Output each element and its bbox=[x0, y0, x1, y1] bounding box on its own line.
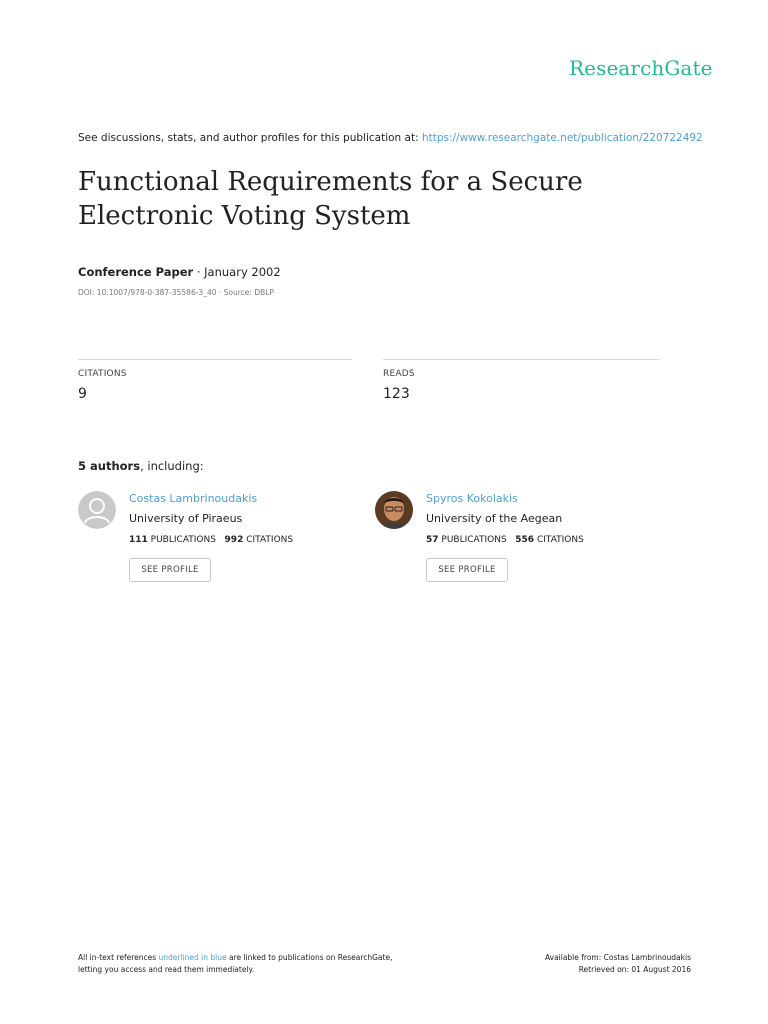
authors-heading bbox=[78, 459, 204, 473]
reads-count: 123 bbox=[383, 386, 410, 402]
author-2-see-profile-button[interactable]: SEE PROFILE bbox=[426, 558, 508, 582]
author-1-name-link[interactable]: Costas Lambrinoudakis bbox=[129, 492, 258, 505]
author-1-avatar[interactable] bbox=[78, 491, 116, 529]
citations-count: 9 bbox=[78, 386, 87, 402]
author-2-stats bbox=[426, 535, 584, 545]
default-user-icon bbox=[78, 491, 116, 529]
author-2-institution: University of the Aegean bbox=[426, 512, 563, 525]
title-line-2: Electronic Voting System bbox=[78, 201, 411, 231]
author-2-publications-label: PUBLICATIONS bbox=[441, 535, 507, 545]
footer-left-suffix: are linked to publications on ResearchGate, bbox=[226, 953, 393, 962]
publication-meta bbox=[78, 265, 281, 279]
footer-right bbox=[545, 952, 691, 976]
title-line-1: Functional Requirements for a Secure bbox=[78, 167, 583, 197]
paper-title bbox=[78, 165, 698, 233]
reads-divider bbox=[383, 359, 660, 360]
publication-type: Conference Paper bbox=[78, 265, 194, 279]
publication-date: · January 2002 bbox=[193, 265, 281, 279]
retrieved-on: Retrieved on: 01 August 2016 bbox=[578, 965, 691, 974]
available-from: Available from: Costas Lambrinoudakis bbox=[544, 953, 691, 962]
discussion-prefix: See discussions, stats, and author profiles for this publication at: bbox=[78, 132, 422, 144]
author-1-citations-label: CITATIONS bbox=[246, 535, 294, 545]
author-2-citations-count: 556 bbox=[515, 535, 535, 545]
reads-label: READS bbox=[383, 369, 415, 379]
footer-left-prefix: All in-text references bbox=[78, 953, 159, 962]
authors-count: 5 authors bbox=[78, 459, 141, 473]
author-1-see-profile-button[interactable]: SEE PROFILE bbox=[129, 558, 211, 582]
author-1-citations-count: 992 bbox=[224, 535, 244, 545]
citations-divider bbox=[78, 359, 352, 360]
discussion-line bbox=[78, 132, 703, 144]
doi-source: DOI: 10.1007/978-0-387-35586-3_40 · Source: DBLP bbox=[78, 288, 274, 297]
author-2-name-link[interactable]: Spyros Kokolakis bbox=[426, 492, 518, 505]
author-2-publications-count: 57 bbox=[426, 535, 439, 545]
publication-url-link[interactable]: https://www.researchgate.net/publication/220722492 bbox=[421, 132, 703, 144]
citations-label: CITATIONS bbox=[78, 369, 127, 379]
footer-left-line-2: letting you access and read them immediately. bbox=[78, 965, 255, 974]
researchgate-logo[interactable]: ResearchGate bbox=[569, 56, 713, 80]
underlined-blue-link[interactable]: underlined in blue bbox=[158, 953, 227, 962]
footer-left-line-1 bbox=[78, 952, 392, 964]
author-1-stats bbox=[129, 535, 293, 545]
author-2-avatar[interactable] bbox=[375, 491, 413, 529]
author-1-publications-label: PUBLICATIONS bbox=[150, 535, 216, 545]
footer-left bbox=[78, 952, 392, 976]
author-1-publications-count: 111 bbox=[129, 535, 148, 545]
authors-suffix: , including: bbox=[140, 459, 204, 473]
author-photo-icon bbox=[375, 491, 413, 529]
author-2-citations-label: CITATIONS bbox=[536, 535, 584, 545]
author-1-institution: University of Piraeus bbox=[129, 512, 243, 525]
